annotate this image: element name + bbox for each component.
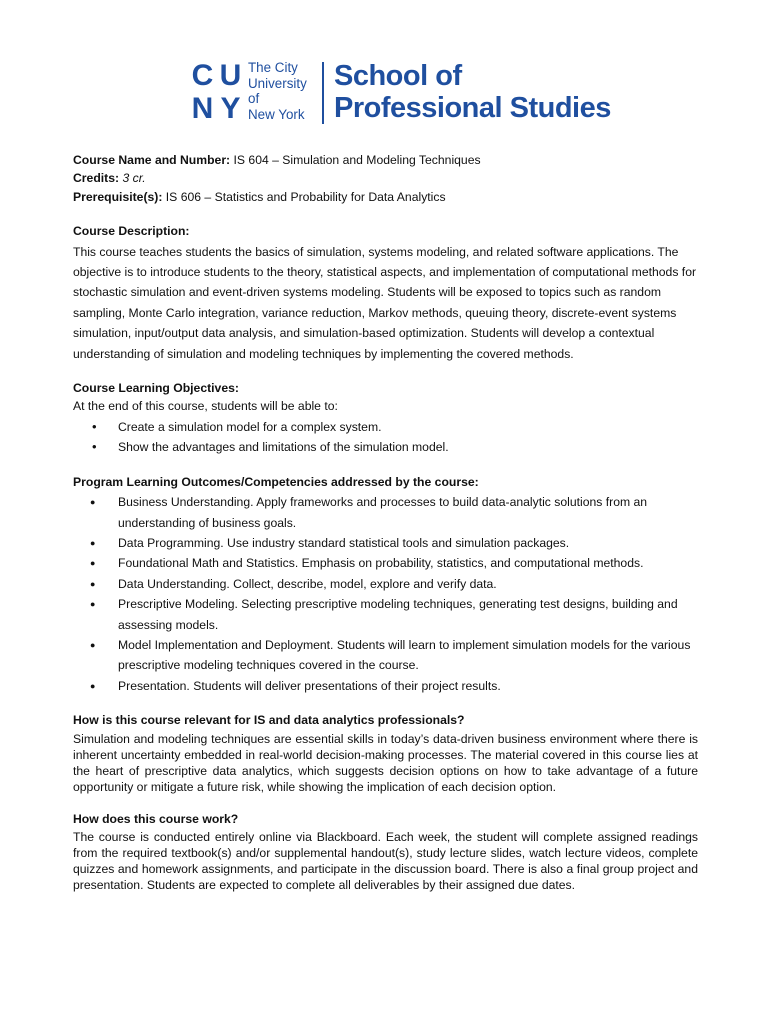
prerequisite-value: IS 606 – Statistics and Probability for Data Analytics — [162, 189, 446, 204]
outcomes-list — [73, 492, 698, 696]
list-item: ● Prescriptive Modeling. Selecting prescriptive modeling techniques, generating test designs, building and assessing models. — [73, 594, 698, 635]
description-text: This course teaches students the basics of simulation, systems modeling, and related software applications. The objective is to introduce students to the theory, statistical aspects, and implementation of computational methods for stochastic simulation and event-driven systems modeling. Students will be exposed to topics such as random sampling, Monte Carlo integration, variance reduction, Markov methods, queuing theory, discrete-event systems simulation, input/output data analysis, and simulation-based optimization. Students will develop a contextual understanding of simulation and modeling techniques by implementing the covered methods. — [73, 244, 697, 361]
list-item: ● Data Programming. Use industry standard statistical tools and simulation packages. — [73, 533, 698, 553]
cuny-letter: U — [219, 59, 241, 92]
list-item: ● Presentation. Students will deliver presentations of their project results. — [73, 676, 698, 696]
how-it-works-text: The course is conducted entirely online via Blackboard. Each week, the student will complete assigned readings from the required textbook(s) and/or supplemental handout(s), study lecture slides, watch lecture videos, complete quizzes and homework assignments, and participate in the discussion board. There is also a final group project and presentation. Students are expected to complete all deliverables by their assigned due dates. — [73, 829, 698, 892]
prerequisite-line — [73, 187, 698, 207]
institution-header — [188, 59, 611, 130]
list-item: • Show the advantages and limitations of the simulation model. — [73, 437, 698, 457]
relevance-heading: How is this course relevant for IS and data analytics professionals? — [73, 713, 465, 728]
outcomes-heading: Program Learning Outcomes/Competencies addressed by the course: — [73, 474, 479, 489]
university-name: The City University of New York — [248, 60, 307, 122]
list-item: ● Model Implementation and Deployment. Students will learn to implement simulation models for the various prescriptive modeling techniques covered in the course. — [73, 635, 698, 676]
document-body — [73, 150, 698, 893]
list-item: ● Business Understanding. Apply frameworks and processes to build data-analytic solutions from an understanding of business goals. — [73, 492, 698, 533]
credits-value: 3 cr. — [119, 171, 146, 186]
course-name-label: Course Name and Number: — [73, 153, 231, 167]
cuny-letter: C — [191, 59, 213, 92]
list-item: • Create a simulation model for a complex system. — [73, 417, 698, 437]
credits-label: Credits: — [73, 171, 120, 186]
how-it-works-heading: How does this course work? — [73, 811, 239, 826]
school-name: School of Professional Studies — [334, 60, 611, 124]
course-name-line — [73, 150, 698, 170]
credits-line — [73, 168, 698, 188]
list-item: ● Data Understanding. Collect, describe, model, explore and verify data. — [73, 574, 698, 594]
relevance-text: Simulation and modeling techniques are essential skills in today’s data-driven business environment where there is inherent uncertainty embedded in real-world decision-making processes. The material covered in this course lies at the heart of prescriptive data analytics, which suggests decision options on how to take advantage of a future opportunity or mitigate a future risk, while showing the implication of each decision option. — [73, 731, 698, 794]
cuny-letter: N — [191, 92, 213, 125]
cuny-letter: Y — [220, 92, 240, 125]
cuny-logo — [188, 60, 244, 126]
objectives-intro: At the end of this course, students will be able to: — [73, 399, 338, 414]
objectives-heading: Course Learning Objectives: — [73, 381, 239, 396]
description-heading: Course Description: — [73, 224, 190, 239]
prerequisite-label: Prerequisite(s): — [73, 189, 163, 204]
list-item: ● Foundational Math and Statistics. Emphasis on probability, statistics, and computational methods. — [73, 553, 698, 573]
course-name-value: IS 604 – Simulation and Modeling Techniques — [230, 153, 481, 167]
objectives-list — [73, 417, 698, 458]
header-divider — [322, 62, 324, 124]
